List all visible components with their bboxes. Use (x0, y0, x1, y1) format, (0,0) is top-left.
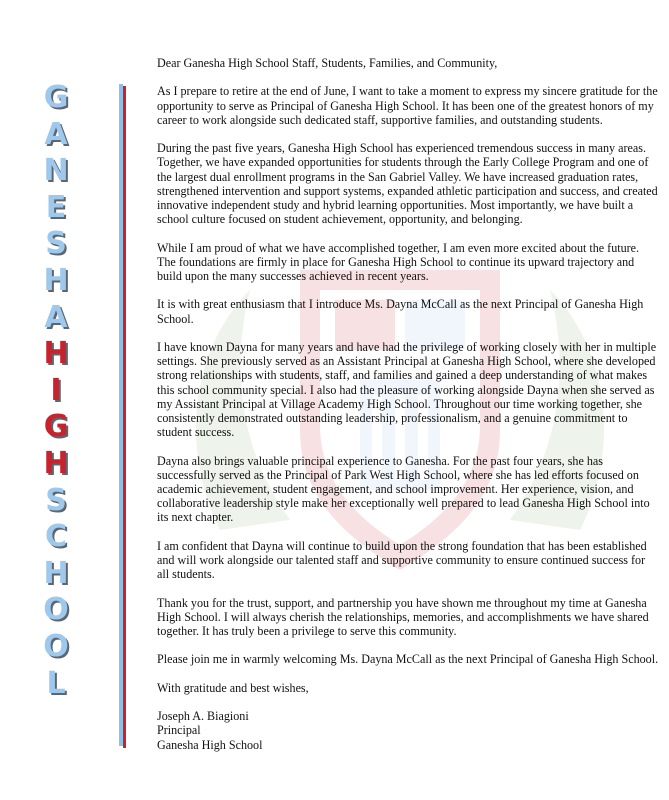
closing: With gratitude and best wishes, (157, 680, 309, 695)
salutation: Dear Ganesha High School Staff, Students, Families, and Community, (157, 56, 498, 70)
letter-body (157, 56, 659, 752)
sidebar-letter: E (45, 189, 67, 225)
paragraph: Please join me in warmly welcoming Ms. Dayna McCall as the next Principal of Ganesha High School. (157, 652, 659, 667)
sidebar-letter: A (44, 116, 68, 152)
signature-title: Principal (157, 723, 201, 738)
sidebar-letter: N (43, 153, 69, 189)
signature-school: Ganesha High School (157, 737, 263, 752)
signature-name: Joseph A. Biagioni (157, 709, 249, 724)
sidebar-letter: I (50, 372, 62, 408)
paragraph: Dayna also brings valuable principal experience to Ganesha. For the past four years, she has successfully served as the Principal of Park West High School, where she has led efforts focused on academic achievement, student engagement, and school improvement. Her experience, vision, and collaborative leadership style make her exceptionally well prepared to lead Ganesha High School into its next chapter. (157, 453, 650, 525)
sidebar-letter: O (43, 628, 69, 664)
paragraph: I am confident that Dayna will continue to build upon the strong foundation that has been established and will work alongside our talented staff and supportive community to ensure continued success for all students. (157, 538, 647, 582)
school-name-vertical (36, 80, 76, 702)
sidebar-letter: G (43, 409, 69, 445)
sidebar-letter: L (46, 665, 66, 701)
paragraph: Thank you for the trust, support, and partnership you have shown me throughout my time at Ganesha High School. I will always cherish the relationships, memories, and accomplishments we have shared together. It has truly been a privilege to serve this community. (157, 595, 649, 638)
paragraph: As I prepare to retire at the end of June, I want to take a moment to express my sincere gratitude for the opportunity to serve as Principal of Ganesha High School. It has been one of the greatest honors of my career to work alongside such dedicated staff, supportive families, and outstanding students. (157, 84, 658, 127)
divider-red (123, 86, 126, 748)
sidebar-letter: S (45, 226, 67, 262)
sidebar-letter: H (43, 262, 69, 298)
paragraph: I have known Dayna for many years and have had the privilege of working closely with her in multiple settings. She previously served as an Assistant Principal at Ganesha High School, where she developed strong relationships with students, staff, and families and gained a deep understanding of what makes this school community special. I also had the pleasure of working alongside Dayna when she served as my Assistant Principal at Village Academy High School. Throughout our time working together, she consistently demonstrated outstanding leadership, professionalism, and a genuine commitment to student success. (157, 339, 657, 440)
paragraph: It is with great enthusiasm that I introduce Ms. Dayna McCall as the next Principal of Ganesha High School. (157, 297, 644, 326)
sidebar-letter: O (43, 592, 69, 628)
sidebar-letter: H (43, 445, 69, 481)
sidebar-letter: G (43, 80, 69, 115)
sidebar-letter: C (44, 519, 68, 555)
sidebar-letter: H (43, 336, 69, 372)
sidebar-letter: S (45, 482, 67, 518)
paragraph: While I am proud of what we have accomplished together, I am even more excited about the future. The foundations are firmly in place for Ganesha High School to continue its upward trajectory and build upon the many successes achieved in recent years. (157, 240, 640, 283)
sidebar-letter: A (44, 299, 68, 335)
sidebar-letter: H (43, 555, 69, 591)
paragraph: During the past five years, Ganesha High School has experienced tremendous success in many areas. Together, we have expanded opportunities for students through the Early College Program and one of the largest dual enrollment programs in the San Gabriel Valley. We have increased graduation rates, strengthened intervention and support systems, expanded athletic participation and success, and created innovative independent study and hybrid learning opportunities. Most importantly, we have built a school culture focused on student achievement, opportunity, and belonging. (157, 141, 658, 227)
